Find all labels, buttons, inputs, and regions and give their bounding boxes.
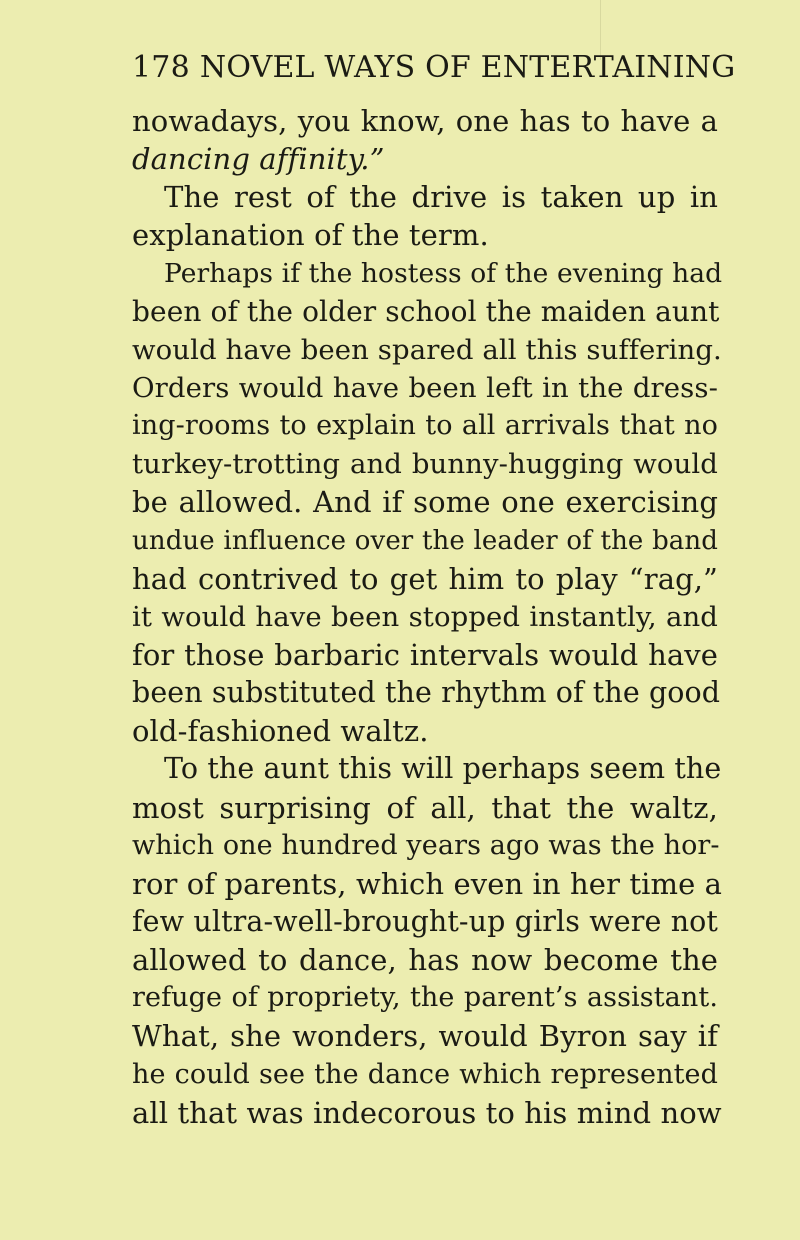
text-line: been of the older school the maiden aunt (132, 294, 720, 328)
text-line: What, she wonders, would Byron say if (132, 1019, 718, 1054)
text-line: most surprising of all, that the waltz, (132, 790, 718, 825)
page-number: 178 (132, 50, 190, 85)
text-line: ror of parents, which even in her time a (132, 866, 723, 901)
text-line: The rest of the drive is taken up in (164, 180, 718, 215)
text-line: ing-rooms to explain to all arrivals that no (132, 410, 718, 442)
text-line: for those barbaric intervals would have (132, 637, 718, 672)
text-line: it would have been stopped instantly, and (132, 600, 718, 633)
text-line: Orders would have been left in the dress- (132, 371, 718, 404)
text-line: would have been spared all this suffering. (132, 333, 722, 366)
text-line: To the aunt this will perhaps seem the (164, 752, 722, 786)
text-line: explanation of the term. (132, 218, 489, 253)
text-line: dancing affinity.” (132, 142, 385, 177)
text-line: nowadays, you know, one has to have a (132, 104, 718, 138)
text-line: refuge of propriety, the parent’s assistant. (132, 982, 718, 1014)
body-text (132, 102, 723, 1132)
text-line: allowed to dance, has now become the (132, 943, 718, 978)
text-line: Perhaps if the hostess of the evening had (164, 257, 723, 289)
text-line: old-fashioned waltz. (132, 714, 429, 749)
text-line: be allowed. And if some one exercising (132, 485, 718, 520)
text-line: which one hundred years ago was the hor- (132, 829, 720, 861)
text-line: undue influence over the leader of the band (132, 525, 718, 556)
text-line: had contrived to get him to play “rag,” (132, 561, 718, 596)
text-line: been substituted the rhythm of the good (132, 676, 721, 710)
text-line: he could see the dance which represented (132, 1058, 718, 1090)
text-line: few ultra-well-brought-up girls were not (132, 904, 718, 938)
running-header (132, 48, 736, 88)
running-title: NOVEL WAYS OF ENTERTAINING (199, 50, 736, 85)
text-line: turkey-trotting and bunny-hugging would (132, 448, 718, 481)
text-line: all that was indecorous to his mind now (132, 1095, 722, 1130)
